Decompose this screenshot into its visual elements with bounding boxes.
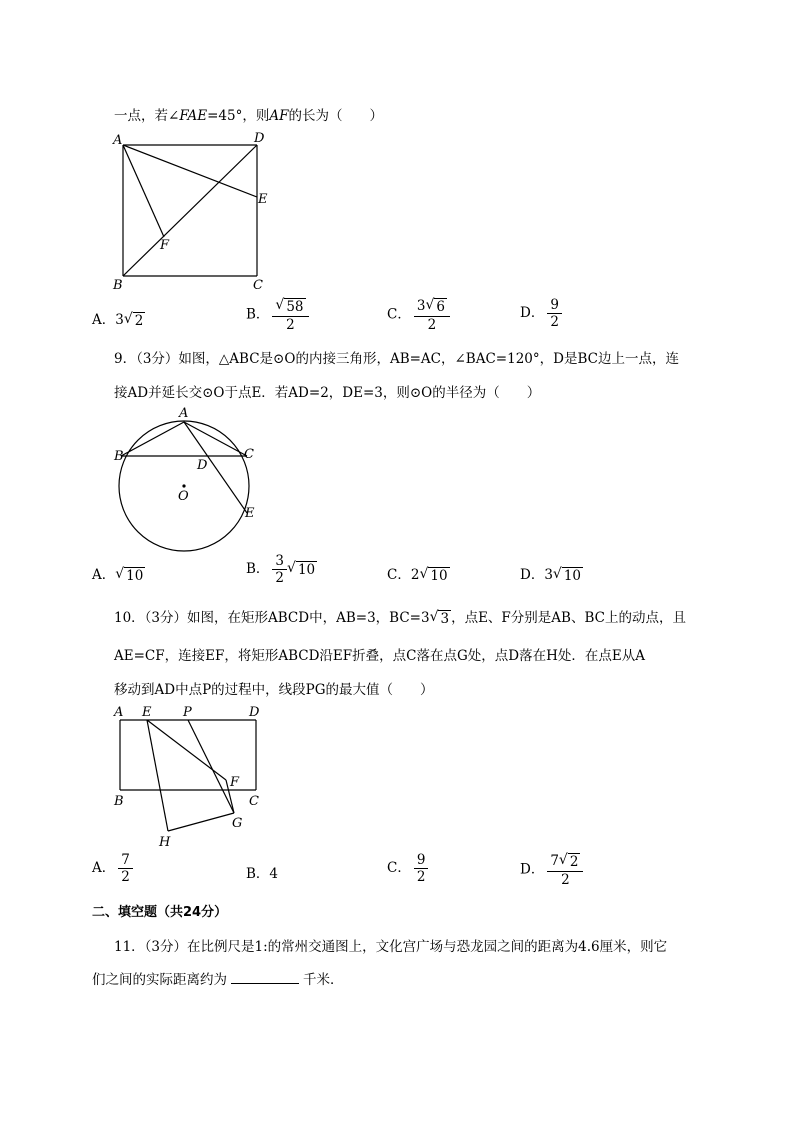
q10-option-a[interactable]: A． $\frac{7}{2}$	[92, 853, 133, 884]
q11-question-line1: 11．（3分）在比例尺是1:的常州交通图上，文化宫广场与恐龙园之间的距离为4.6厘米，则它	[114, 939, 668, 955]
q10-option-b[interactable]: B．4	[246, 866, 279, 882]
q8-label-b: B	[113, 278, 123, 293]
q10-label-d: D	[249, 705, 260, 720]
q9-label-b: B	[114, 449, 124, 464]
q8-label-a: A	[113, 133, 123, 148]
q8-question-tail: 一点，若∠FAE=45°，则AF的长为（ ）	[114, 108, 383, 124]
q10-label-b: B	[114, 794, 124, 809]
q9-question-line1: 9．（3分）如图，△ABC是⊙O的内接三角形，AB=AC，∠BAC=120°，D是BC边上一点，连	[114, 351, 679, 367]
q11-answer-blank[interactable]	[231, 971, 299, 984]
q10-label-p: P	[183, 705, 192, 720]
q10-option-d[interactable]: D． 7 √ 2 2	[520, 853, 583, 887]
q9-option-c[interactable]: C．2 √ 10	[387, 565, 448, 584]
q10-question-line3: 移动到AD中点P的过程中，线段PG的最大值（ ）	[114, 682, 434, 698]
q8-option-c[interactable]: C． 3 √ 6 2	[387, 298, 450, 332]
q8-option-b[interactable]: B． √ 58 2	[246, 298, 309, 332]
q9-label-a: A	[179, 406, 189, 421]
q10-label-e: E	[142, 705, 152, 720]
q8-option-d[interactable]: D． $\frac{9}{2}$	[520, 298, 562, 329]
q9-option-b[interactable]: B． $\frac{3}{2}$ √ 10	[246, 553, 316, 587]
q10-label-h: H	[159, 835, 171, 850]
q10-option-c[interactable]: C． $\frac{9}{2}$	[387, 853, 428, 884]
q10-question-line1: 10．（3分）如图，在矩形ABCD中，AB=3，BC=3 √ 3 ，点E、F分别是AB、BC上的动点，且	[114, 608, 686, 627]
q9-label-c: C	[244, 447, 254, 462]
q10-label-c: C	[249, 794, 259, 809]
q9-option-a[interactable]: A． √ 10	[92, 565, 144, 584]
q8-label-d: D	[254, 131, 265, 146]
q9-option-d[interactable]: D．3 √ 10	[520, 565, 582, 584]
q8-option-a[interactable]: A．3 √ 2	[92, 310, 144, 329]
q8-label-c: C	[253, 278, 263, 293]
q10-label-f: F	[230, 775, 240, 790]
q10-question-line2: AE=CF，连接EF，将矩形ABCD沿EF折叠，点C落在点G处，点D落在H处．在点E从A	[114, 648, 645, 664]
q10-label-a: A	[114, 705, 124, 720]
q9-label-d: D	[197, 458, 208, 473]
q11-question-line2: 们之间的实际距离约为 千米．	[92, 972, 344, 988]
q10-label-g: G	[232, 816, 243, 831]
q8-label-f: F	[160, 238, 170, 253]
q8-label-e: E	[258, 192, 268, 207]
q9-label-e: E	[245, 506, 255, 521]
q9-question-line2: 接AD并延长交⊙O于点E．若AD=2，DE=3，则⊙O的半径为（ ）	[114, 385, 541, 401]
q9-label-o: O	[178, 489, 189, 504]
section-title-fill-in: 二、填空题（共24分）	[92, 905, 228, 920]
